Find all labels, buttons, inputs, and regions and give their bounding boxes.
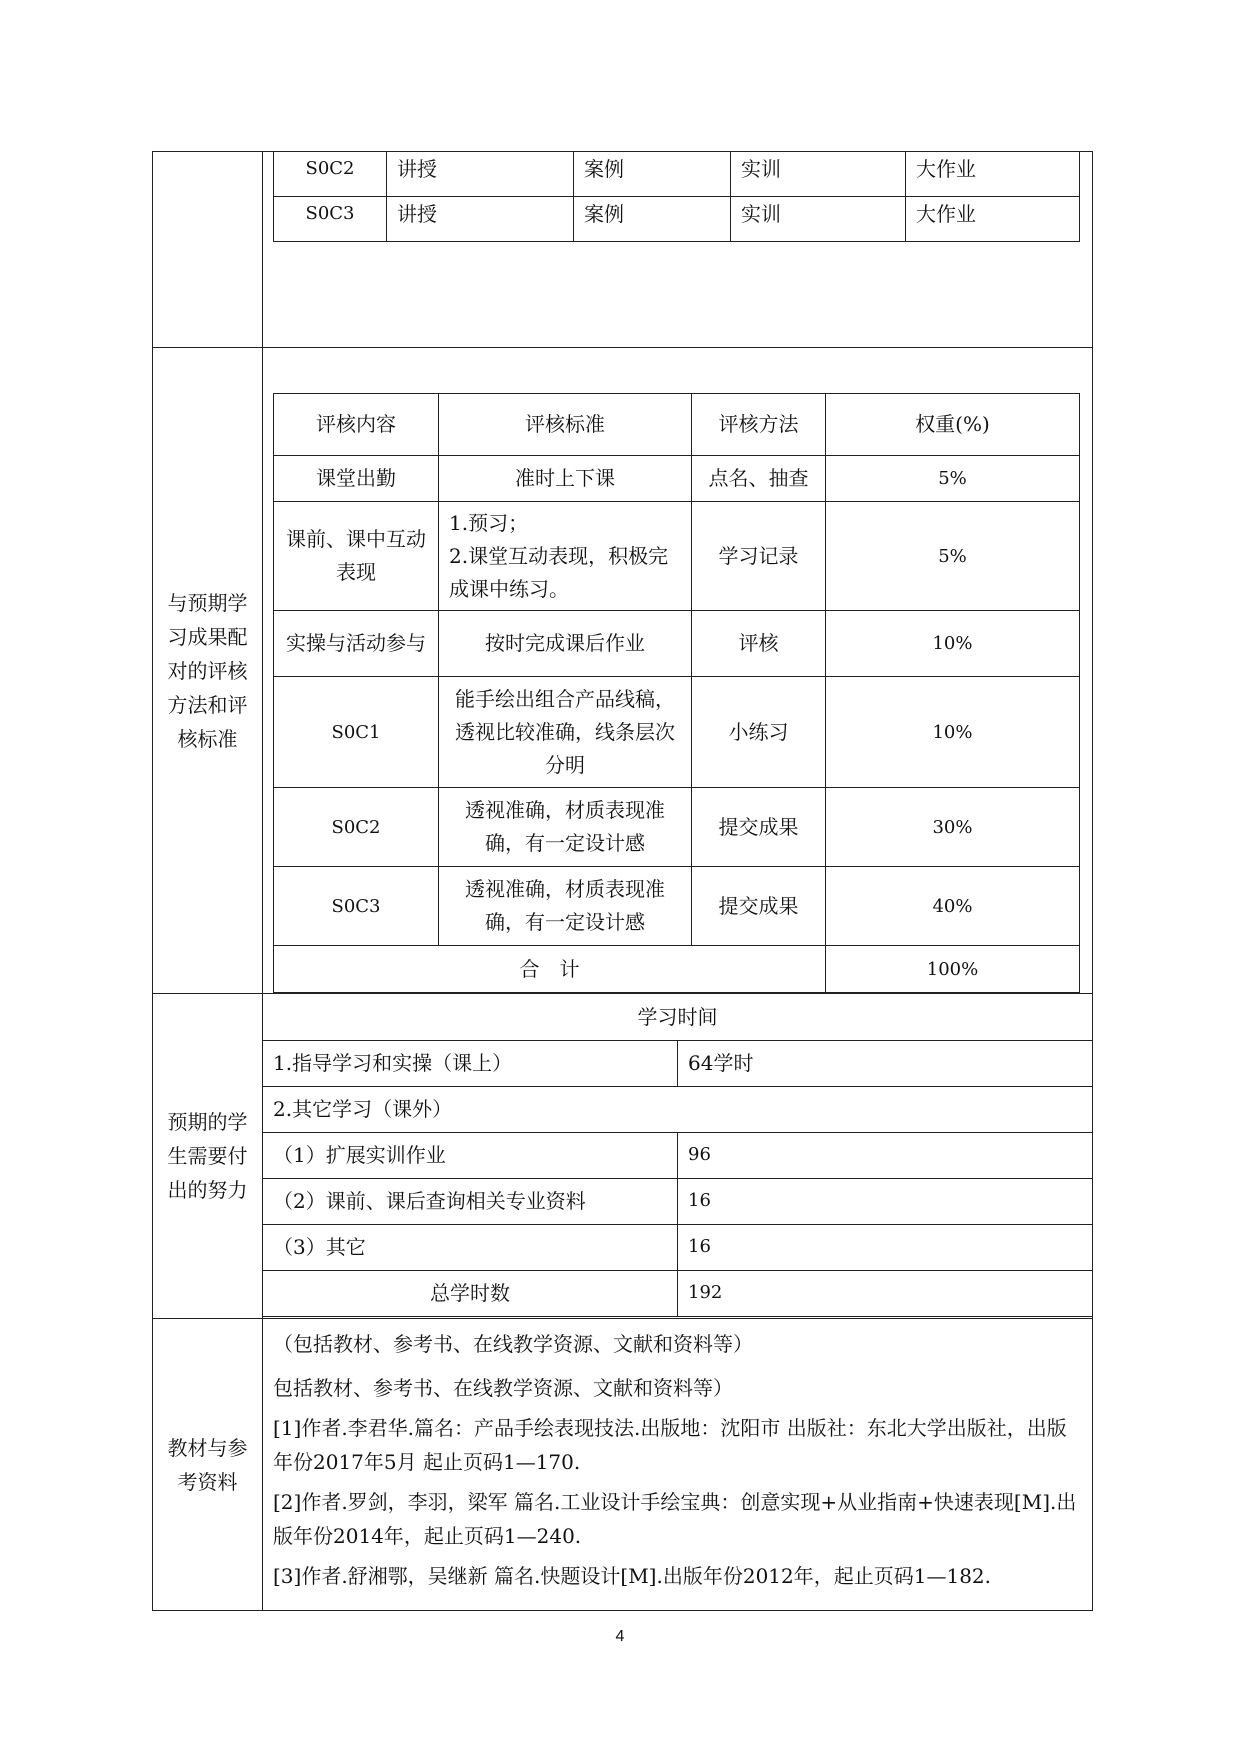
assessment-standard: 准时上下课	[439, 456, 692, 502]
references-section-label: 教材与参考资料	[153, 1319, 263, 1611]
effort-item-label: （1）扩展实训作业	[263, 1132, 678, 1178]
effort-item-value: 16	[678, 1224, 1093, 1270]
reference-item: [2]作者.罗剑，李羽，梁军 篇名.工业设计手绘宝典：创意实现+从业指南+快速表现[M].出版年份2014年，起止页码1—240.	[273, 1490, 1077, 1548]
teach-cell: 大作业	[906, 152, 1080, 197]
assessment-content: S0C2	[274, 788, 439, 867]
effort-item-value: 96	[678, 1132, 1093, 1178]
assessment-table	[273, 393, 1080, 993]
assessment-total-weight: 100%	[826, 946, 1080, 993]
teaching-methods-table	[273, 151, 1080, 242]
teach-cell: 讲授	[387, 152, 574, 197]
effort-item-label: （2）课前、课后查询相关专业资料	[263, 1178, 678, 1224]
assessment-method: 评核	[692, 611, 826, 677]
assessment-content: 课前、课中互动表现	[274, 502, 439, 611]
assessment-method: 点名、抽查	[692, 456, 826, 502]
assessment-section-label: 与预期学习成果配对的评核方法和评核标准	[153, 348, 263, 994]
effort-guided-value: 64学时	[678, 1040, 1093, 1086]
effort-content-cell	[263, 994, 1093, 1319]
references-intro-repeat: 包括教材、参考书、在线教学资源、文献和资料等）	[273, 1376, 733, 1400]
effort-total-label: 总学时数	[263, 1270, 678, 1316]
effort-table	[263, 994, 1092, 1317]
assessment-method: 提交成果	[692, 867, 826, 946]
assessment-standard: 透视准确，材质表现准确，有一定设计感	[439, 867, 692, 946]
teach-cell: 实训	[731, 152, 906, 197]
assessment-header: 权重(%)	[826, 394, 1080, 456]
effort-item-label: （3）其它	[263, 1224, 678, 1270]
assessment-method: 小练习	[692, 677, 826, 788]
assessment-content: S0C1	[274, 677, 439, 788]
effort-header: 学习时间	[263, 994, 1092, 1040]
assessment-content: 实操与活动参与	[274, 611, 439, 677]
assessment-weight: 30%	[826, 788, 1080, 867]
assessment-standard: 透视准确，材质表现准确，有一定设计感	[439, 788, 692, 867]
assessment-header: 评核内容	[274, 394, 439, 456]
references-content-cell	[263, 1319, 1093, 1611]
teach-cell: 讲授	[387, 197, 574, 242]
assessment-content: S0C3	[274, 867, 439, 946]
assessment-method: 提交成果	[692, 788, 826, 867]
assessment-weight: 5%	[826, 456, 1080, 502]
effort-item-value: 16	[678, 1178, 1093, 1224]
effort-section-label: 预期的学生需要付出的努力	[153, 994, 263, 1319]
assessment-total-label: 合 计	[274, 946, 826, 993]
references-intro: （包括教材、参考书、在线教学资源、文献和资料等）	[273, 1332, 753, 1356]
assessment-content: 课堂出勤	[274, 456, 439, 502]
assessment-standard: 1.预习； 2.课堂互动表现，积极完成课中练习。	[439, 502, 692, 611]
teach-cell: S0C3	[274, 197, 387, 242]
effort-guided-label: 1.指导学习和实操（课上）	[263, 1040, 678, 1086]
teach-cell: 实训	[731, 197, 906, 242]
assessment-header: 评核方法	[692, 394, 826, 456]
teaching-label-cell	[153, 152, 263, 348]
teach-cell: 案例	[574, 197, 731, 242]
effort-other-label: 2.其它学习（课外）	[263, 1086, 1092, 1132]
reference-item: [1]作者.李君华.篇名：产品手绘表现技法.出版地：沈阳市 出版社：东北大学出版社，出版年份2017年5月 起止页码1—170.	[273, 1416, 1067, 1474]
assessment-header: 评核标准	[439, 394, 692, 456]
assessment-standard: 能手绘出组合产品线稿，透视比较准确，线条层次分明	[439, 677, 692, 788]
teach-cell: 案例	[574, 152, 731, 197]
assessment-standard: 按时完成课后作业	[439, 611, 692, 677]
assessment-weight: 10%	[826, 611, 1080, 677]
effort-total-value: 192	[678, 1270, 1093, 1316]
reference-item: [3]作者.舒湘鄂，吴继新 篇名.快题设计[M].出版年份2012年，起止页码1—182.	[273, 1564, 991, 1588]
assessment-weight: 10%	[826, 677, 1080, 788]
assessment-weight: 5%	[826, 502, 1080, 611]
page-number: 4	[615, 1628, 625, 1645]
assessment-weight: 40%	[826, 867, 1080, 946]
teach-cell: S0C2	[274, 152, 387, 197]
assessment-method: 学习记录	[692, 502, 826, 611]
teach-cell: 大作业	[906, 197, 1080, 242]
